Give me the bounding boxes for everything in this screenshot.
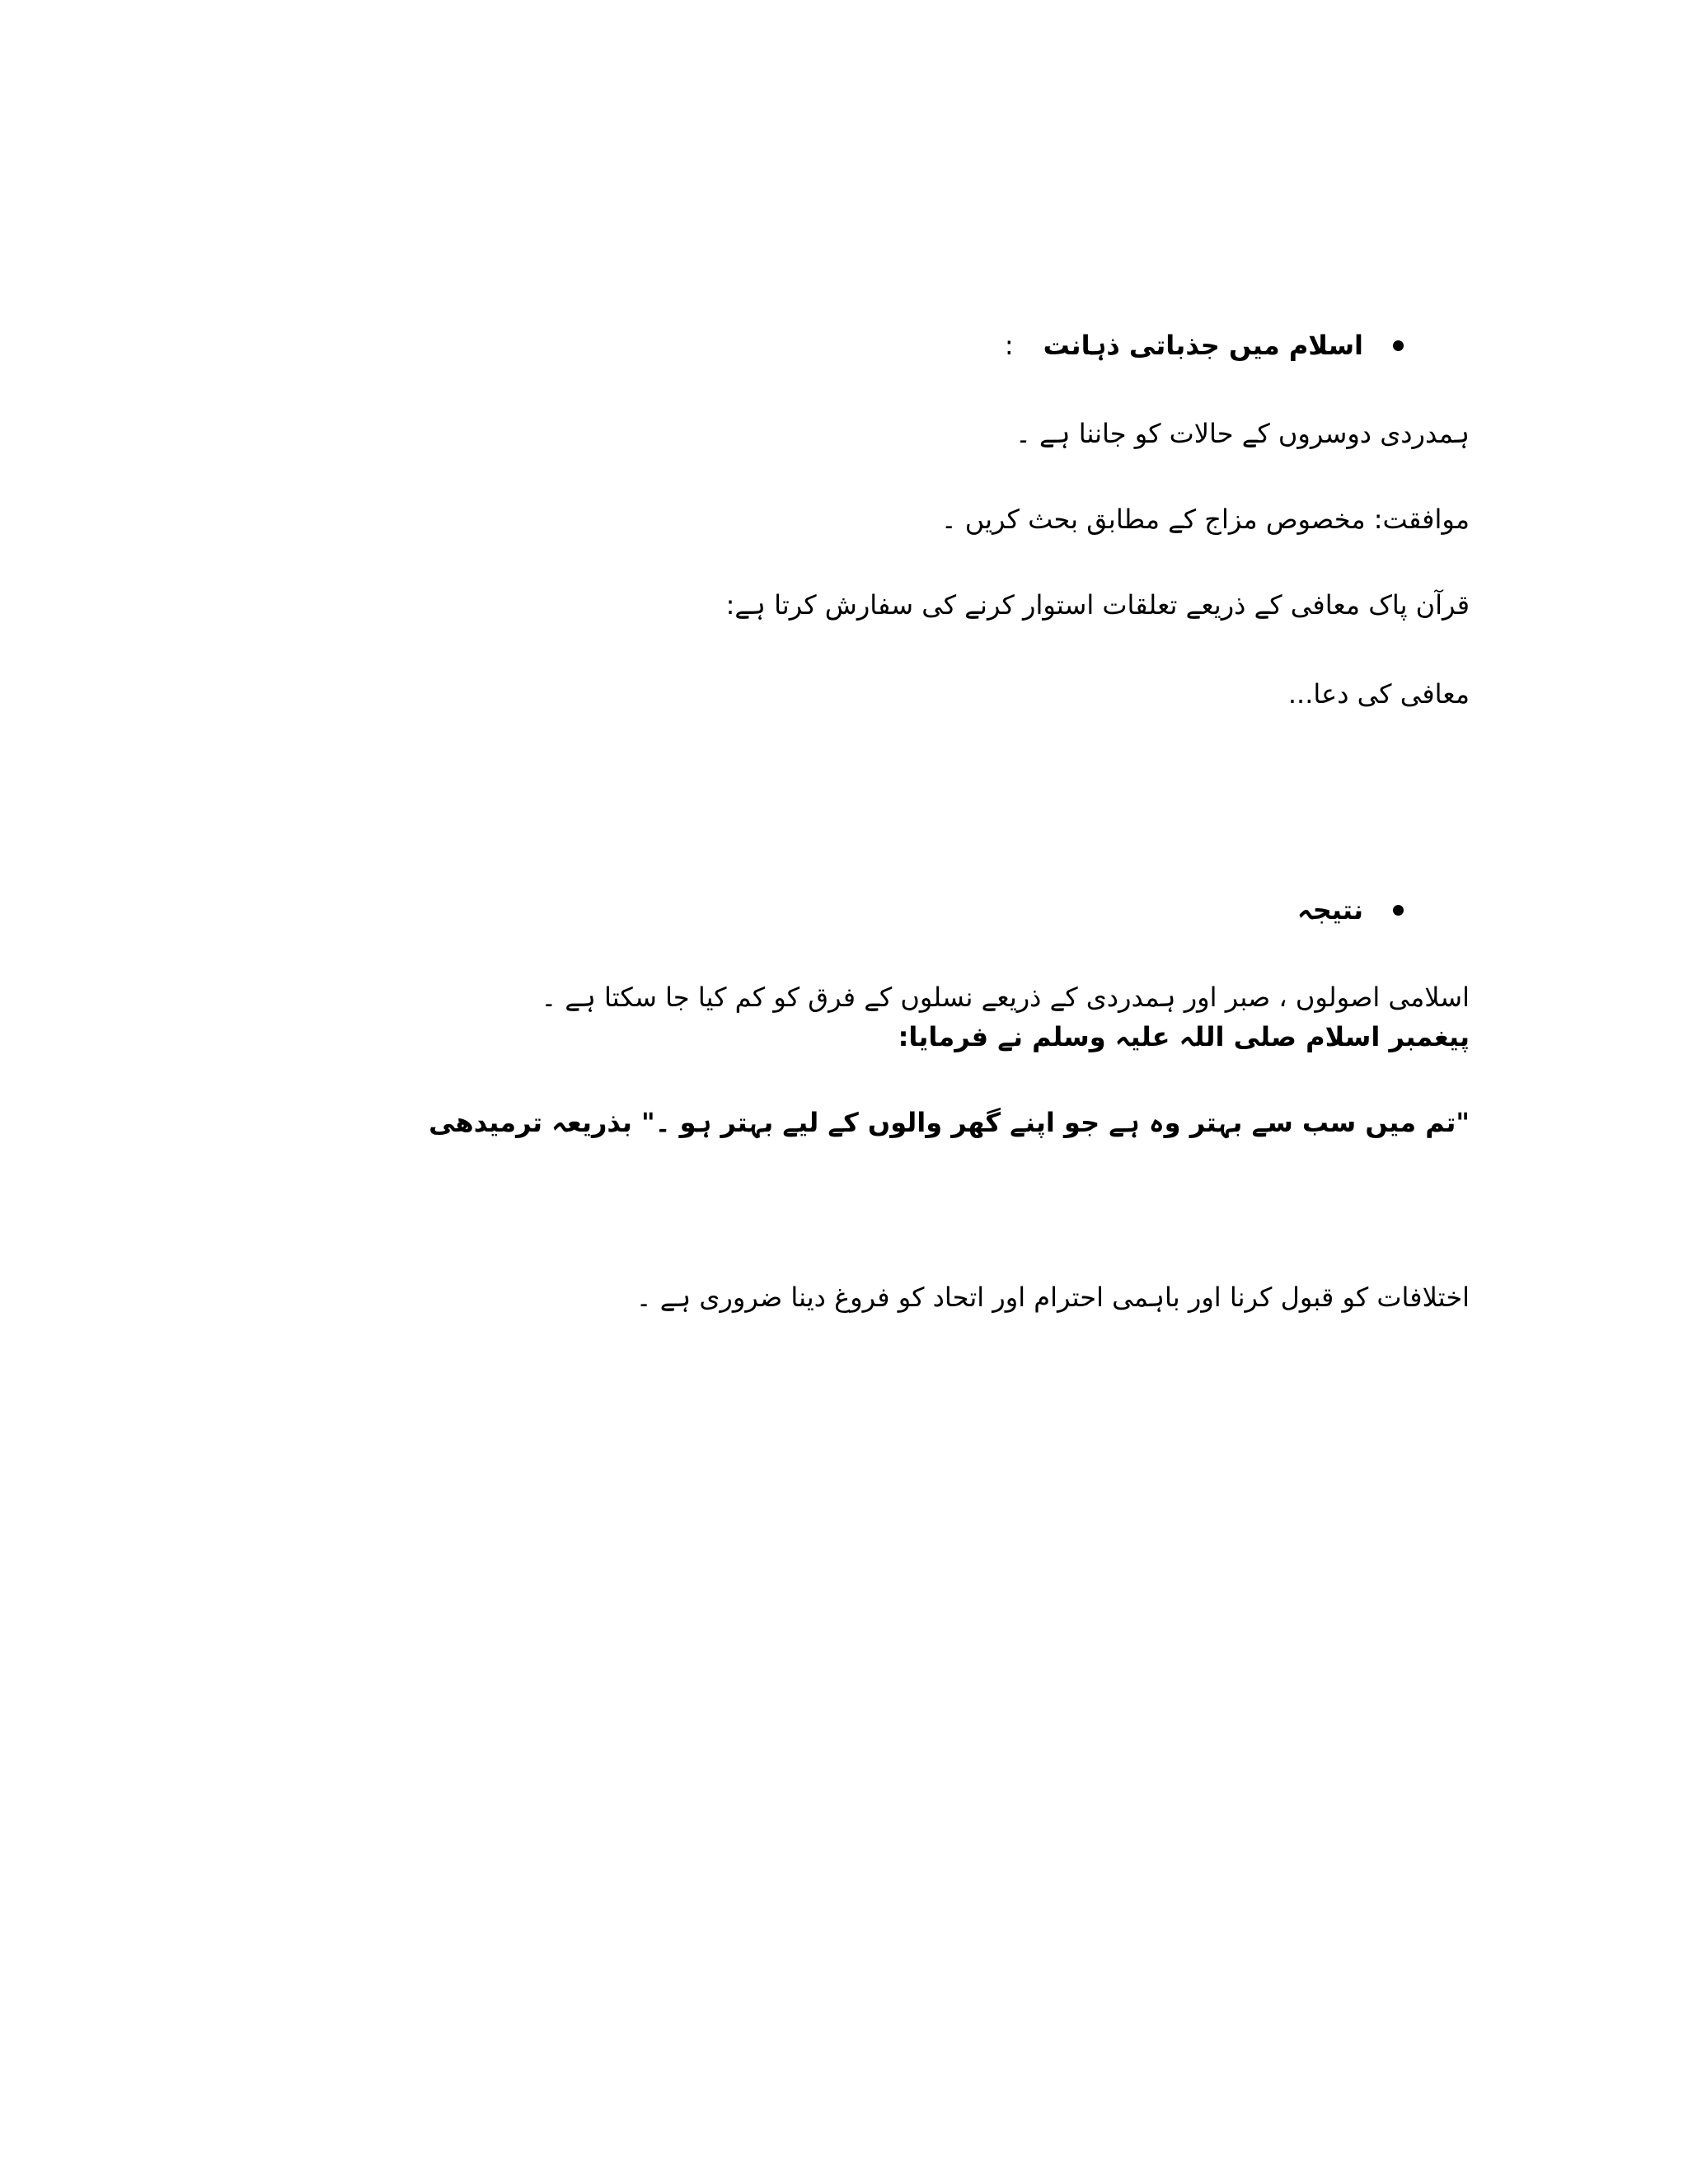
hadith-intro: پیغمبر اسلام صلی اللہ علیہ وسلم نے فرمایا:	[898, 1021, 1470, 1052]
section-heading-text: اسلام میں جذباتی ذہانت	[1043, 330, 1363, 361]
paragraph-line: ہمدردی دوسروں کے حالات کو جاننا ہے ۔	[1015, 418, 1470, 449]
bullet-icon	[1393, 340, 1404, 351]
conclusion-paragraph: اسلامی اصولوں ، صبر اور ہمدردی کے ذریعے نسلوں کے فرق کو کم کیا جا سکتا ہے ۔	[541, 982, 1470, 1013]
closing-paragraph: اختلافات کو قبول کرنا اور باہمی احترام اور اتحاد کو فروغ دینا ضروری ہے ۔	[635, 1282, 1470, 1313]
bullet-icon	[1393, 905, 1404, 916]
paragraph-line: موافقت: مخصوص مزاج کے مطابق بحث کریں ۔	[940, 504, 1470, 535]
section-heading-conclusion	[1297, 890, 1404, 930]
paragraph-line: معافی کی دعا...	[1287, 678, 1470, 710]
paragraph-line: قرآن پاک معافی کے ذریعے تعلقات استوار کرنے کی سفارش کرتا ہے:	[725, 589, 1470, 621]
hadith-quote: "تم میں سب سے بہتر وہ ہے جو اپنے گھر والوں کے لیے بہتر ہو ۔" بذریعہ ترمیدھی	[429, 1107, 1470, 1138]
section-heading-emotional-intelligence	[1005, 326, 1404, 365]
heading-colon: :	[1004, 330, 1014, 361]
section-heading-text: نتیجہ	[1297, 894, 1363, 926]
